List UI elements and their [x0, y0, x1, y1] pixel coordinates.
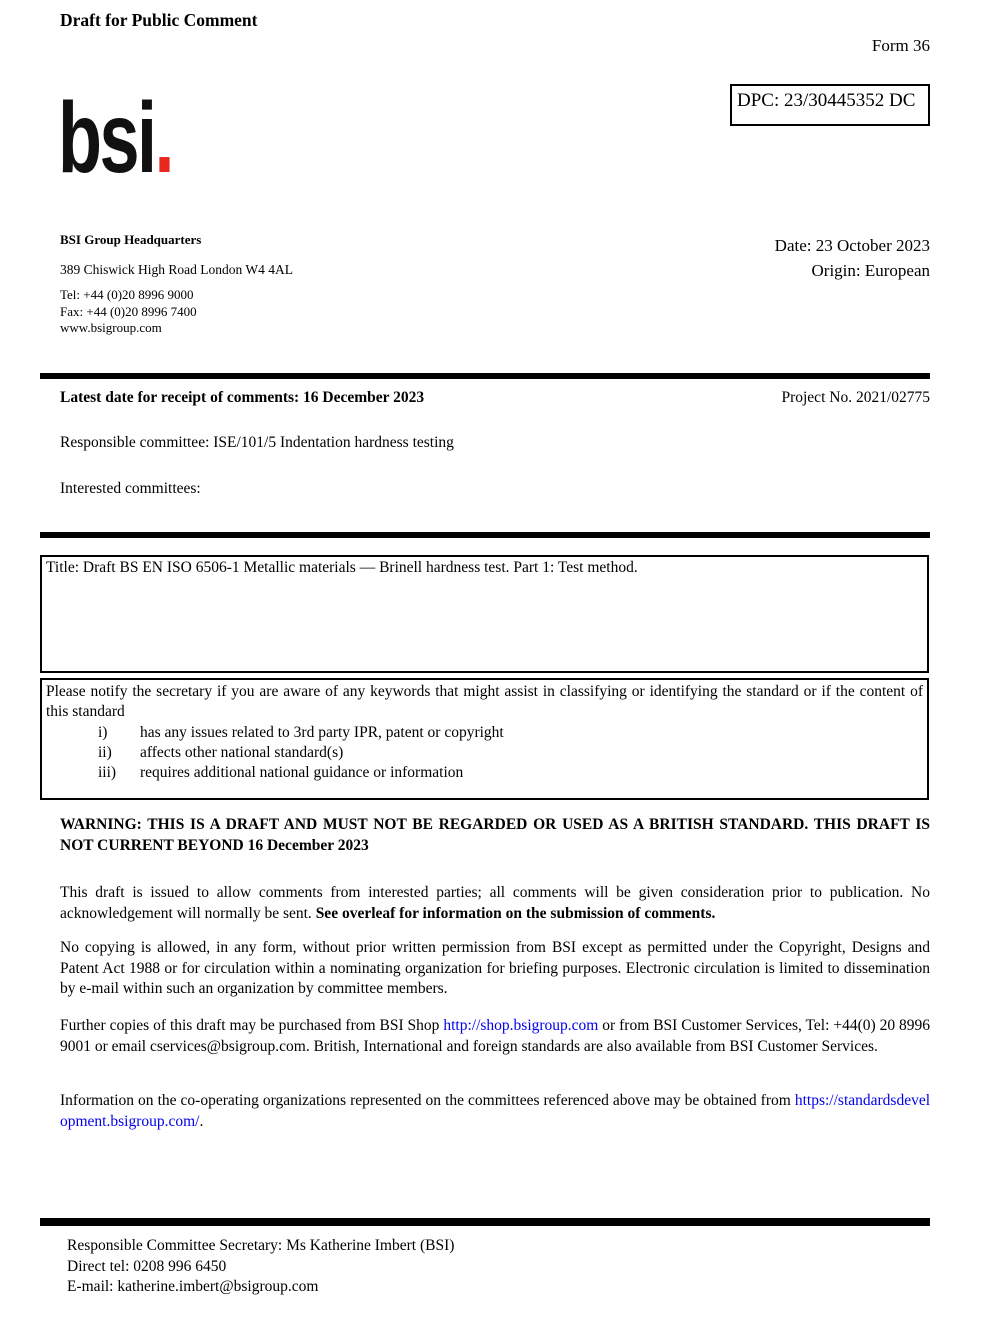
keyword-item	[98, 763, 923, 783]
dpc-number-box	[730, 84, 930, 126]
bsi-logo	[58, 82, 172, 194]
draft-for-public-comment-label: Draft for Public Comment	[60, 10, 258, 30]
item-num: ii)	[98, 744, 112, 761]
keyword-item	[98, 723, 923, 743]
comments-deadline-row	[60, 389, 930, 407]
purchase-text-pre: Further copies of this draft may be purchased from BSI Shop	[60, 1017, 440, 1034]
separator-bar-bottom	[40, 1218, 930, 1226]
issue-text: This draft is issued to allow comments from interested parties; all comments will be given consideration prior to publication. No acknowledgement will normally be sent.	[60, 884, 930, 922]
footer-secretary: Responsible Committee Secretary: Ms Katherine Imbert (BSI)	[67, 1237, 455, 1254]
warning-text: WARNING: THIS IS A DRAFT AND MUST NOT BE REGARDED OR USED AS A BRITISH STANDARD. THIS DRAFT IS NOT CURRENT BEYOND 16 December 2023	[60, 816, 930, 854]
org-name: BSI Group Headquarters	[60, 232, 202, 247]
org-fax: Fax: +44 (0)20 8996 7400	[60, 303, 197, 319]
logo-text: bsi	[58, 82, 155, 194]
item-text: requires additional national guidance or information	[140, 764, 464, 781]
separator-bar-middle	[40, 532, 930, 538]
item-num: iii)	[98, 764, 117, 781]
purchase-paragraph	[60, 1016, 930, 1057]
date-line: Date: 23 October 2023	[774, 236, 930, 255]
org-address: 389 Chiswick High Road London W4 4AL	[60, 261, 293, 277]
footer-secretary-block	[67, 1236, 454, 1298]
org-website: www.bsigroup.com	[60, 320, 162, 335]
origin-line: Origin: European	[811, 261, 930, 280]
info-text-pre: Information on the co-operating organizations represented on the committees referenced above may be obtained from	[60, 1092, 791, 1109]
title-box	[40, 555, 929, 673]
logo-dot: .	[154, 82, 172, 194]
dpc-number: DPC: 23/30445352 DC	[737, 90, 916, 111]
item-text: has any issues related to 3rd party IPR, patent or copyright	[140, 724, 504, 741]
standard-title: Title: Draft BS EN ISO 6506-1 Metallic materials — Brinell hardness test. Part 1: Test method.	[46, 559, 638, 576]
form-number: Form 36	[871, 36, 930, 55]
latest-date-line: Latest date for receipt of comments: 16 December 2023	[60, 389, 425, 406]
footer-email: E-mail: katherine.imbert@bsigroup.com	[67, 1278, 319, 1295]
see-overleaf-text: See overleaf for information on the submission of comments.	[315, 904, 716, 922]
cooperating-orgs-paragraph	[60, 1091, 930, 1132]
headquarters-contact-block	[60, 232, 293, 337]
footer-direct-tel: Direct tel: 0208 996 6450	[67, 1257, 227, 1275]
project-number: Project No. 2021/02775	[781, 389, 930, 406]
purchase-text-post: or from BSI Customer Services, Tel: +44(0) 20 8996 9001 or email cservices@bsigroup.com. British, International and foreign standards are also available from BSI Customer Services.	[60, 1017, 931, 1055]
responsible-committee-line: Responsible committee: ISE/101/5 Indentation hardness testing	[60, 434, 454, 451]
item-text: affects other national standard(s)	[140, 744, 344, 761]
date-origin-block	[775, 233, 930, 283]
org-tel: Tel: +44 (0)20 8996 9000	[60, 287, 194, 302]
info-text-post: .	[199, 1112, 204, 1130]
keywords-box	[40, 678, 929, 800]
keywords-intro: Please notify the secretary if you are aware of any keywords that might assist in classifying or identifying the standard or if the content of this standard	[46, 683, 923, 720]
keywords-list	[98, 723, 923, 783]
keyword-item	[98, 743, 923, 763]
interested-committees-line: Interested committees:	[60, 480, 201, 497]
item-num: i)	[98, 724, 108, 741]
separator-bar-top	[40, 373, 930, 379]
issue-paragraph	[60, 883, 930, 924]
standards-development-link[interactable]: https://standardsdevelopment.bsigroup.com/	[60, 1092, 931, 1130]
bsi-shop-link[interactable]: http://shop.bsigroup.com	[443, 1017, 599, 1034]
copyright-paragraph: No copying is allowed, in any form, without prior written permission from BSI except as permitted under the Copyright, Designs and Patent Act 1988 or for circulation within a nominating organization for briefing purposes. Electronic circulation is limited to dissemination by e-mail within such an organization by committee members.	[60, 939, 930, 997]
